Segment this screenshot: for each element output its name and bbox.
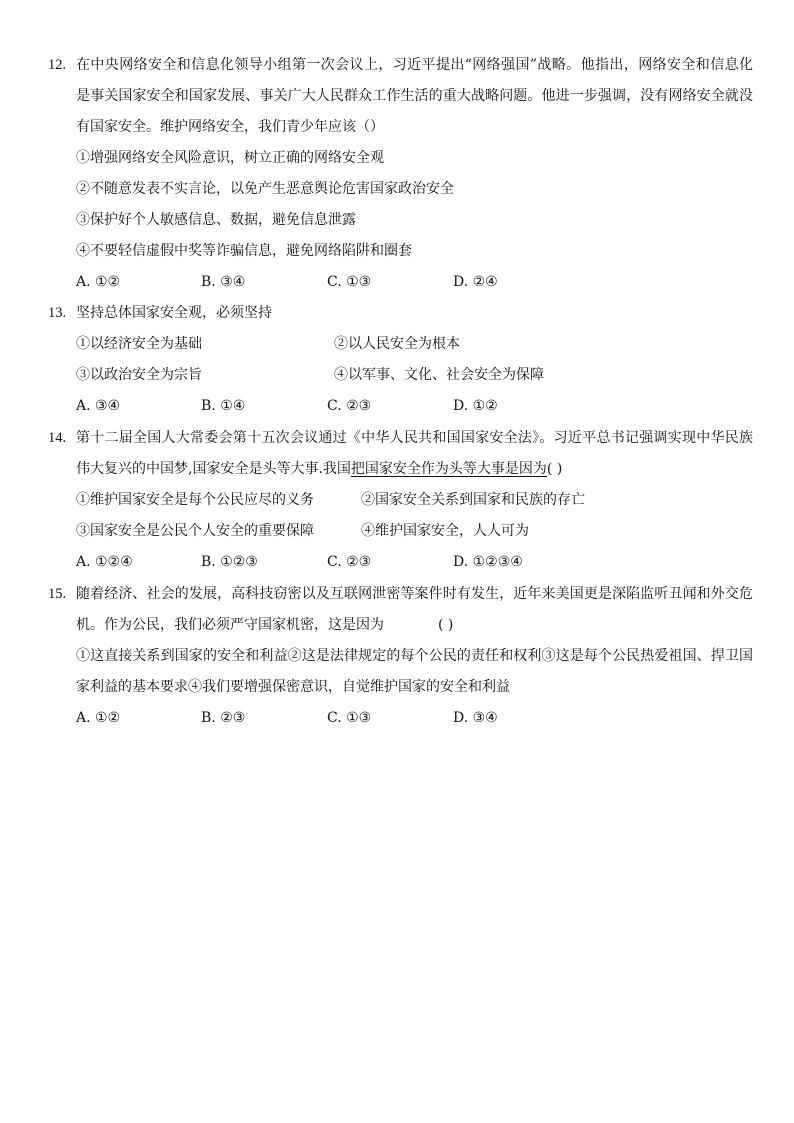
answer-options [48, 267, 753, 298]
answer-options [48, 703, 753, 734]
option-b[interactable]: B. ③④ [201, 274, 246, 290]
option-d[interactable]: D. ②④ [453, 274, 498, 290]
option-a[interactable]: A. ①②④ [76, 554, 133, 570]
question-stem-line [48, 298, 753, 329]
option-b[interactable]: B. ①②③ [201, 554, 258, 570]
option-c[interactable]: C. ①③ [327, 710, 372, 726]
statement-item: ③国家安全是公民个人安全的重要保障 [76, 523, 314, 539]
question-stem-line [48, 81, 753, 112]
answer-paren: ( ) [546, 461, 563, 477]
statement-item: ②不随意发表不实言论，以免产生恶意舆论危害国家政治安全 [76, 181, 454, 197]
statement-item: 家利益的基本要求④我们要增强保密意识，自觉维护国家的安全和利益 [76, 679, 510, 695]
question-number: 13. [48, 305, 67, 321]
statement-item: ④维护国家安全，人人可为 [361, 523, 529, 539]
statement-item: ④以军事、文化、社会安全为保障 [334, 367, 544, 383]
statement-item: ③保护好个人敏感信息、数据，避免信息泄露 [76, 212, 356, 228]
statement-item: ①维护国家安全是每个公民应尽的义务 [76, 492, 314, 508]
question-stem-line [48, 50, 753, 81]
statement-item: ①这直接关系到国家的安全和利益②这是法律规定的每个公民的责任和权利③这是每个公民热爱祖国、捍卫国 [76, 648, 753, 664]
question-text: 机。作为公民，我们必须严守国家机密，这是因为 [76, 617, 384, 633]
answer-options [48, 391, 753, 422]
question-text: 随着经济、社会的发展，高科技窃密以及互联网泄密等案件时有发生，近年来美国更是深陷监听丑闻和外交危 [76, 586, 753, 602]
option-c[interactable]: C. ②③ [327, 554, 372, 570]
question-number: 15. [48, 586, 67, 602]
option-c[interactable]: C. ②③ [327, 398, 372, 414]
option-d[interactable]: D. ①②③④ [453, 554, 523, 570]
question-text: 坚持总体国家安全观，必须坚持 [76, 305, 272, 321]
question-stem-line [48, 423, 753, 454]
underlined-text: 把国家安全作为头等大事是因为 [350, 461, 547, 477]
statement-item: ①以经济安全为基础 [76, 336, 202, 352]
question-text: 是事关国家安全和国家发展、事关广大人民群众工作生活的重大战略问题。他进一步强调，没有网络安全就没 [76, 88, 753, 104]
question-15 [48, 579, 753, 734]
option-a[interactable]: A. ①② [76, 710, 121, 726]
option-a[interactable]: A. ③④ [76, 398, 121, 414]
statement-item: ③以政治安全为宗旨 [76, 367, 202, 383]
option-b[interactable]: B. ②③ [201, 710, 246, 726]
statement-item: ④不要轻信虚假中奖等诈骗信息，避免网络陷阱和圈套 [76, 243, 412, 259]
question-stem-line [48, 579, 753, 610]
statement-pair [48, 329, 753, 360]
option-c[interactable]: C. ①③ [327, 274, 372, 290]
question-13 [48, 298, 753, 422]
question-stem-line [48, 454, 753, 485]
option-a[interactable]: A. ①② [76, 274, 121, 290]
question-stem-line [48, 610, 753, 641]
question-text: 伟大复兴的中国梦,国家安全是头等大事.我国把国家安全作为头等大事是因为( ) [76, 461, 563, 477]
option-b[interactable]: B. ①④ [201, 398, 246, 414]
statement-pair [48, 485, 753, 516]
statement-pair [48, 516, 753, 547]
question-number: 12. [48, 57, 67, 73]
statement-pair [48, 360, 753, 391]
question-stem-line [48, 112, 753, 143]
option-d[interactable]: D. ①② [453, 398, 498, 414]
question-text: 第十二届全国人大常委会第十五次会议通过《中华人民共和国国家安全法》。习近平总书记强调实现中华民族 [76, 430, 753, 446]
answer-paren: ( ) [438, 617, 454, 633]
question-text: 在中央网络安全和信息化领导小组第一次会议上，习近平提出“网络强国”战略。他指出，网络安全和信息化 [76, 57, 753, 73]
option-d[interactable]: D. ③④ [453, 710, 498, 726]
statement-item: ②国家安全关系到国家和民族的存亡 [361, 492, 585, 508]
answer-options [48, 547, 753, 578]
question-12 [48, 50, 753, 298]
question-14 [48, 423, 753, 578]
statement-item: ②以人民安全为根本 [334, 336, 460, 352]
question-text: 有国家安全。维护网络安全，我们青少年应该（） [76, 119, 384, 135]
statement-item: ①增强网络安全风险意识，树立正确的网络安全观 [76, 150, 384, 166]
question-number: 14. [48, 430, 67, 446]
